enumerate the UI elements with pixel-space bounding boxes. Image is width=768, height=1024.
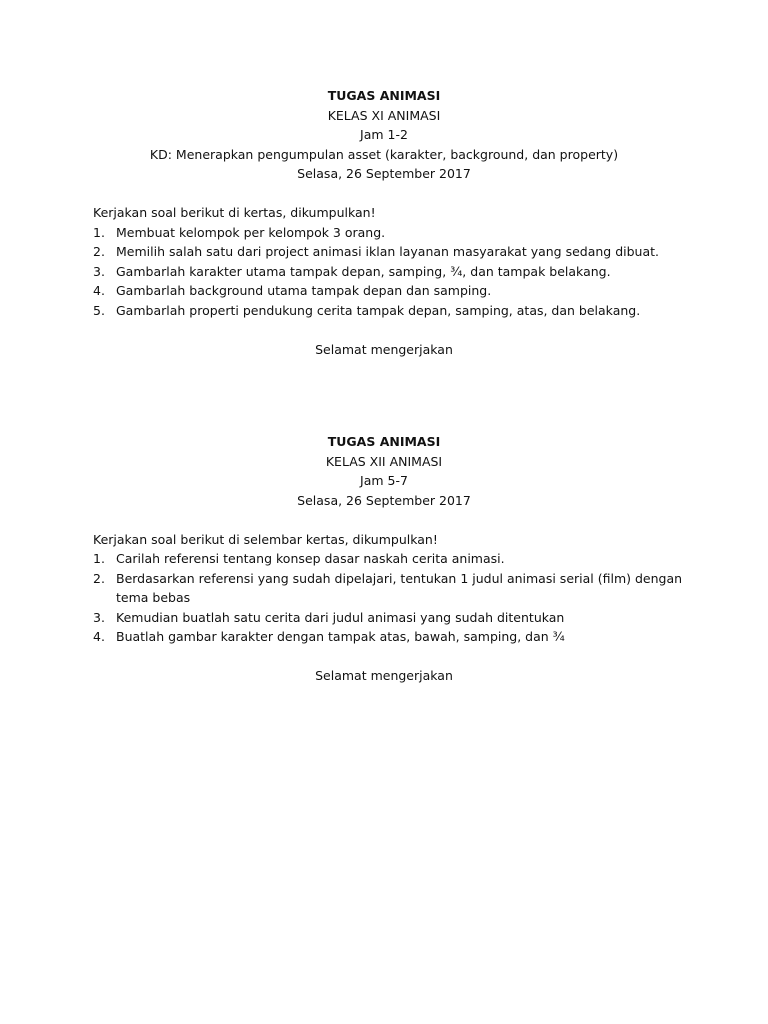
task-number: 2.	[93, 570, 105, 586]
competency-kd: KD: Menerapkan pengumpulan asset (karakter, background, dan property)	[149, 146, 619, 162]
task-text: Buatlah gambar karakter dengan tampak atas, bawah, samping, dan ¾	[116, 629, 565, 644]
task-item	[93, 627, 693, 647]
assignment-date: Selasa, 26 September 2017	[297, 166, 471, 181]
task-text: Memilih salah satu dari project animasi iklan layanan masyarakat yang sedang dibuat.	[116, 244, 660, 259]
instruction-text: Kerjakan soal berikut di selembar kertas, dikumpulkan!	[93, 531, 438, 547]
closing-text: Selamat mengerjakan	[315, 668, 453, 683]
task-item	[93, 549, 693, 569]
assignment-section-xi	[0, 86, 768, 359]
task-number: 1.	[93, 224, 105, 240]
closing-text: Selamat mengerjakan	[315, 341, 453, 357]
task-text: Gambarlah properti pendukung cerita tampak depan, samping, atas, dan belakang.	[116, 302, 641, 318]
task-text: Carilah referensi tentang konsep dasar naskah cerita animasi.	[116, 551, 505, 566]
task-number: 3.	[93, 263, 105, 279]
task-number: 5.	[93, 302, 105, 318]
instruction-text: Kerjakan soal berikut di kertas, dikumpulkan!	[93, 205, 376, 220]
task-item	[93, 223, 693, 243]
class-name: KELAS XI ANIMASI	[327, 107, 441, 123]
task-number: 4.	[93, 283, 105, 298]
task-item	[93, 281, 693, 301]
task-text: Berdasarkan referensi yang sudah dipelajari, tentukan 1 judul animasi serial (film) dengan tema bebas	[116, 570, 683, 605]
task-number: 2.	[93, 244, 105, 259]
assignment-title: TUGAS ANIMASI	[327, 88, 441, 103]
task-text: Membuat kelompok per kelompok 3 orang.	[116, 224, 386, 240]
task-list	[93, 549, 693, 647]
task-number: 3.	[93, 609, 105, 625]
task-list	[93, 223, 693, 321]
task-text: Gambarlah background utama tampak depan dan samping.	[116, 283, 492, 298]
assignment-section-xii	[0, 432, 768, 686]
assignment-date: Selasa, 26 September 2017	[297, 492, 471, 508]
task-text: Kemudian buatlah satu cerita dari judul animasi yang sudah ditentukan	[116, 609, 565, 625]
lesson-hours: Jam 5-7	[360, 473, 408, 488]
task-item	[93, 262, 693, 282]
lesson-hours: Jam 1-2	[360, 127, 408, 142]
task-item	[93, 608, 693, 628]
assignment-title: TUGAS ANIMASI	[327, 434, 441, 449]
task-item	[93, 242, 693, 262]
task-number: 1.	[93, 551, 105, 566]
class-name: KELAS XII ANIMASI	[325, 453, 443, 469]
task-text: Gambarlah karakter utama tampak depan, samping, ¾, dan tampak belakang.	[116, 263, 611, 279]
task-item	[93, 569, 693, 608]
task-number: 4.	[93, 629, 105, 644]
task-item	[93, 301, 693, 321]
